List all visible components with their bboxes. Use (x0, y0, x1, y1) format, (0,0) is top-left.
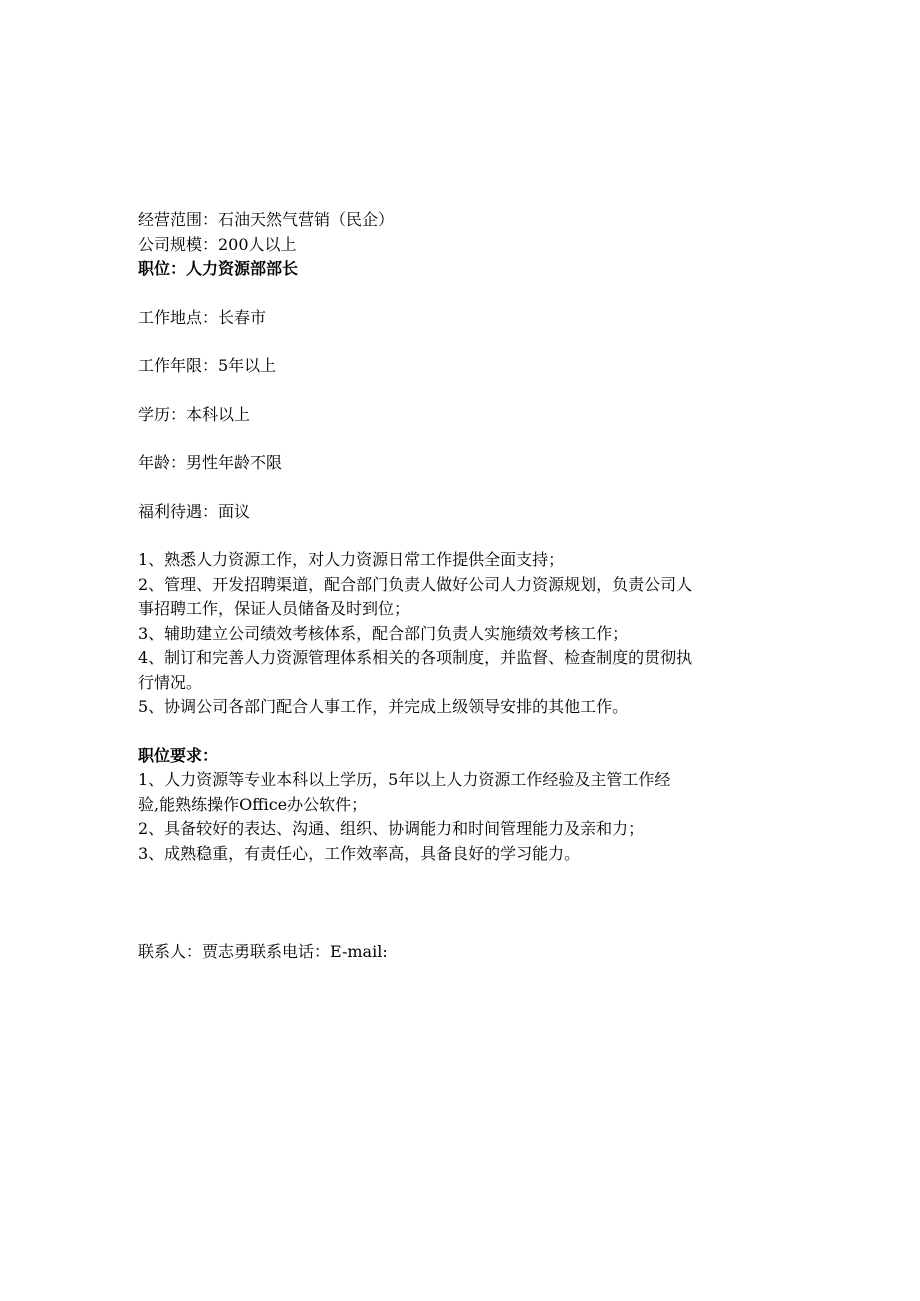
benefits: 福利待遇：面议 (138, 501, 251, 521)
job-posting (138, 208, 788, 965)
duty-line: 5、协调公司各部门配合人事工作，并完成上级领导安排的其他工作。 (138, 697, 629, 716)
business-scope: 经营范围：石油天然气营销（民企） (138, 210, 395, 229)
requirements-heading: 职位要求： (138, 745, 219, 765)
requirement-line: 1、人力资源等专业本科以上学历，5年以上人力资源工作经验及主管工作经 (138, 770, 671, 789)
duty-line: 行情况。 (138, 672, 203, 692)
education: 学历：本科以上 (138, 404, 251, 424)
requirements-list (138, 768, 788, 866)
duty-line: 1、熟悉人力资源工作，对人力资源日常工作提供全面支持； (138, 550, 565, 569)
duty-line: 2、管理、开发招聘渠道，配合部门负责人做好公司人力资源规划，负责公司人 (138, 574, 693, 594)
requirement-line: 3、成熟稳重，有责任心，工作效率高，具备良好的学习能力。 (138, 843, 581, 863)
duties-list (138, 548, 788, 720)
contact-info: 联系人：贾志勇联系电话：E-mail: (138, 942, 388, 961)
duty-line: 3、辅助建立公司绩效考核体系，配合部门负责人实施绩效考核工作； (138, 623, 629, 643)
requirement-line: 2、具备较好的表达、沟通、组织、协调能力和时间管理能力及亲和力； (138, 819, 645, 838)
work-experience: 工作年限：5年以上 (138, 356, 277, 375)
work-location: 工作地点：长春市 (138, 307, 267, 327)
duty-line: 4、制订和完善人力资源管理体系相关的各项制度，并监督、检查制度的贯彻执 (138, 648, 693, 667)
duty-line: 事招聘工作，保证人员储备及时到位； (138, 599, 411, 618)
company-size: 公司规模：200人以上 (138, 234, 297, 254)
age: 年龄：男性年龄不限 (138, 453, 283, 472)
position-title: 职位：人力资源部部长 (138, 259, 299, 278)
requirement-line: 验,能熟练操作Office办公软件； (138, 794, 368, 814)
